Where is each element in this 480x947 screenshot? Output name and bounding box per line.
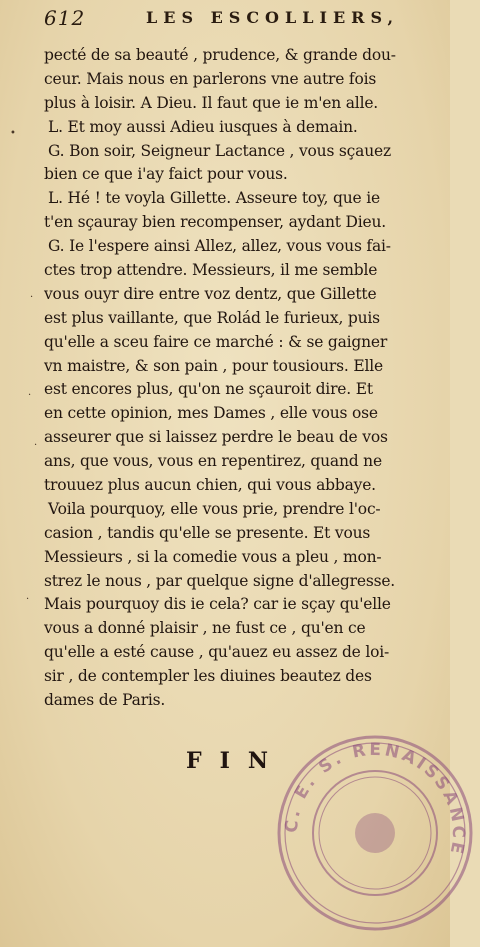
margin-mark: •	[10, 128, 16, 139]
text-line: vous ouyr dire entre voz dentz, que Gillette	[44, 284, 377, 303]
page-header	[44, 6, 436, 32]
text-line: t'en sçauray bien recompenser, aydant Dieu.	[44, 213, 386, 232]
text-line: strez le nous , par quelque signe d'allegresse.	[44, 571, 396, 590]
text-line: L. Et moy aussi Adieu iusques à demain.	[48, 117, 358, 136]
text-line: ans, que vous, vous en repentirez, quand ne	[44, 452, 382, 471]
text-line: pecté de sa beauté , prudence, & grande dou-	[44, 46, 396, 64]
text-line: sir , de contempler les diuines beautez des	[44, 667, 372, 686]
margin-mark: ·	[26, 594, 30, 605]
running-head: LES ESCOLLIERS,	[146, 8, 400, 27]
text-line: dames de Paris.	[44, 691, 166, 710]
text-line: trouuez plus aucun chien, qui vous abbaye.	[44, 476, 376, 495]
margin-mark: ·	[34, 440, 38, 451]
text-line: plus à loisir. A Dieu. Il faut que ie m'en alle.	[44, 93, 379, 112]
text-line: casion , tandis qu'elle se presente. Et vous	[44, 523, 371, 542]
text-line: en cette opinion, mes Dames , elle vous ose	[44, 404, 378, 423]
margin-mark: ·	[28, 390, 32, 401]
text-line: vous a donné plaisir , ne fust ce , qu'en ce	[44, 619, 366, 638]
text-line: ctes trop attendre. Messieurs, il me semble	[44, 261, 378, 280]
text-line: vn maistre, & son pain , pour tousiours. Elle	[44, 356, 383, 375]
page-number: 612	[44, 6, 86, 30]
text-line: G. Ie l'espere ainsi Allez, allez, vous vous fai-	[48, 237, 391, 256]
stamp-ring-text: C. E. S. RENAISSANCE	[281, 739, 469, 859]
text-line: Mais pourquoy dis ie cela? car ie sçay qu'elle	[44, 595, 391, 614]
fin-colophon: FIN	[186, 748, 287, 774]
library-stamp	[270, 728, 480, 938]
text-line: ceur. Mais nous en parlerons vne autre fois	[44, 69, 377, 88]
text-line: L. Hé ! te voyla Gillette. Asseure toy, que ie	[48, 189, 380, 208]
text-line: est plus vaillante, que Rolád le furieux, puis	[44, 308, 380, 327]
margin-mark: ·	[30, 292, 34, 303]
text-line: est encores plus, qu'on ne sçauroit dire. Et	[44, 380, 373, 399]
text-line: Messieurs , si la comedie vous a pleu , mon-	[44, 547, 382, 566]
body-text	[44, 44, 440, 713]
text-line: bien ce que i'ay faict pour vous.	[44, 165, 288, 184]
text-line: G. Bon soir, Seigneur Lactance , vous sçauez	[48, 141, 391, 160]
text-line: Voila pourquoy, elle vous prie, prendre l'oc-	[48, 499, 381, 518]
text-line: qu'elle a esté cause , qu'auez eu assez de loi-	[44, 643, 390, 662]
text-line: qu'elle a sceu faire ce marché : & se gaigner	[44, 332, 388, 351]
text-line: asseurer que si laissez perdre le beau de vos	[44, 428, 388, 447]
